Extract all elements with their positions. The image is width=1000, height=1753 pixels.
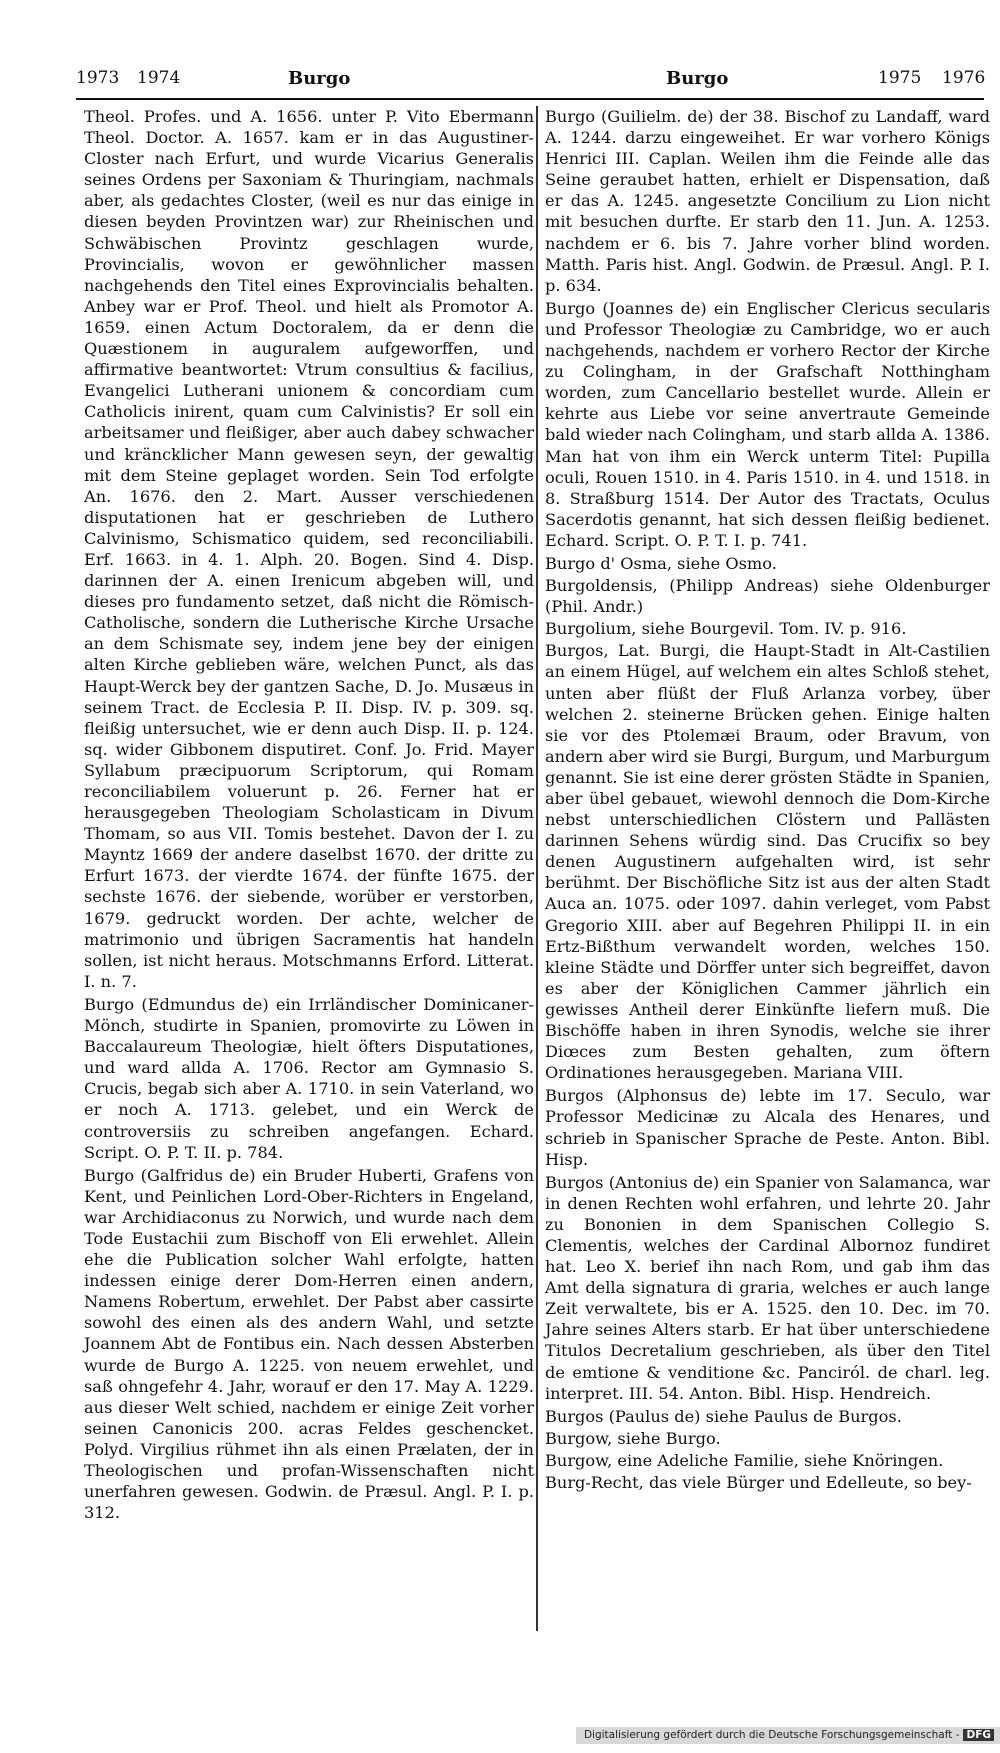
entry-text: Burgolium, siehe Bourgevil. Tom. IV. p. 916. — [545, 619, 907, 639]
entry-text: Burgow, siehe Burgo. — [545, 1428, 721, 1448]
entry-text: Burgo (Joannes de) ein Englischer Clericus secularis und Professor Theologiæ zu Cambridge, wo er auch nachgehends, nachdem er vorhero Rector der Kirche zu Colingham, in der Grafschaft Notthingham worden, zum Cancellario bestellet wurde. Allein er kehrte aus Liebe vor seine anvertraute Gemeinde bald wieder nach Colingham, und starb allda A. 1386. Man hat von ihm ein Werck unterm Titel: Pupilla oculi, Rouen 1510. in 4. Paris 1510. in 4. und 1518. in 8. Straßburg 1514. Der Autor des Tractats, Oculus Sacerdotis genannt, hat sich dessen fleißig bedienet. Echard. Script. O. P. T. I. p. 741. — [545, 298, 990, 550]
entry-text: Burg-Recht, das viele Bürger und Edelleute, so bey- — [545, 1473, 972, 1492]
digitization-credit — [576, 1727, 1000, 1744]
entry-text: Theol. Profes. und A. 1656. unter P. Vito Ebermann Theol. Doctor. A. 1657. kam er in das Augustiner-Closter nach Erfurt, und wurde Vicarius Generalis seines Ordens per Saxoniam & Thuringiam, nachmals aber, als gedachtes Closter, (weil es nur das einige in diesen beyden Provintzen war) zur Rheinischen und Schwäbischen Provintz geschlagen wurde, Provincialis, wovon er gewöhnlicher massen nachgehends den Titel eines Exprovincialis behalten. Anbey war er Prof. Theol. und hielt als Promotor A. 1659. einen Actum Doctoralem, da er denn die Quæstionem in auguralem aufgeworffen, und affirmative beantwortet: Vtrum consultius & facilius, Evangelici Lutherani unionem & concordiam cum Catholicis inirent, quam cum Calvinistis? Er soll ein arbeitsamer und fleißiger, aber auch dabey schwacher und kräncklicher Mann gewesen seyn, der gewaltig mit dem Steine geplaget worden. Sein Tod erfolgte An. 1676. den 2. Mart. Ausser verschiedenen disputationen hat er geschrieben de Luthero Calvinismo, Schismatico quidem, sed reconciliabili. Erf. 1663. in 4. 1. Alph. 20. Bogen. Sind 4. Disp. darinnen der A. einen Irenicum abgeben will, und dieses pro fundamento setzet, daß nicht die Römisch-Catholische, sondern die Lutherische Kirche Ursache an dem Schismate sey, indem jene bey der einigen alten Kirche geblieben wäre, welchen Punct, als das Haupt-Werck bey der gantzen Sache, D. Jo. Musæus in seinem Tract. de Ecclesia P. II. Disp. IV. p. 309. sq. fleißig untersuchet, wie er denn auch Disp. II. p. 124. sq. wider Gibbonem disputiret. Conf. Jo. Frid. Mayer Syllabum præcipuorum Scriptorum, qui Romam reconciliabilem voluerunt p. 26. Ferner hat er herausgegeben Theologiam Scholasticam in Divum Thomam, so aus VII. Tomis bestehet. Davon der I. zu Mayntz 1669 der andere daselbst 1670. der dritte zu Erfurt 1673. der vierdte 1674. der fünfte 1675. der sechste 1676. der siebende, worüber er verstorben, 1679. gedruckt worden. Der achte, welcher de matrimonio und übrigen Sacramentis hat handeln sollen, ist nicht heraus. Motschmanns Erford. Litterat. I. n. 7. — [84, 107, 534, 991]
dfg-logo: DFG — [963, 1729, 994, 1741]
right-column — [545, 106, 990, 1494]
column-divider — [536, 106, 538, 1631]
entry-text: Burgo (Edmundus de) ein Irrländischer Dominicaner-Mönch, studirte in Spanien, promovirte zu Löwen in Baccalaureum Theologiæ, hielt öfters Disputationes, und ward allda A. 1706. Rector am Gymnasio S. Crucis, begab sich aber A. 1710. in sein Vaterland, wo er noch A. 1713. gelebet, und ein Werck de controversiis zu schreiben angefangen. Echard. Script. O. P. T. II. p. 784. — [84, 994, 534, 1162]
entry-text: Burgoldensis, (Philipp Andreas) siehe Oldenburger (Phil. Andr.) — [545, 576, 990, 617]
header-rule — [76, 98, 984, 100]
column-number-1976: 1976 — [942, 68, 986, 88]
entry-text: Burgo (Galfridus de) ein Bruder Huberti, Grafens von Kent, und Peinlichen Lord-Ober-Richters in Engeland, war Archidiaconus zu Norwich, und wurde nach dem Tode Eustachii zum Bischoff von Eli erwehlet. Allein ehe die Publication solcher Wahl erfolgte, hatten indessen einige derer Dom-Herren einen andern, Namens Robertum, erwehlet. Der Pabst aber cassirte sowohl des einen als des andern Wahl, und setzte Joannem Abt de Fontibus ein. Nach dessen Absterben wurde de Burgo A. 1225. von neuem erwehlet, und saß ohngefehr 4. Jahr, worauf er den 17. May A. 1229. aus dieser Welt schied, nachdem er einige Zeit vorher seinen Canonicis 200. acras Feldes geschencket. Polyd. Virgilius rühmet ihn als einen Prælaten, der in Theologischen und profan-Wissenschaften nicht unerfahren gewesen. Godwin. de Præsul. Angl. P. I. p. 312. — [84, 1165, 534, 1523]
running-title-left: Burgo — [288, 68, 351, 89]
entry-text: Burgo d' Osma, siehe Osmo. — [545, 553, 777, 573]
entry-text: Burgow, eine Adeliche Familie, siehe Knöringen. — [545, 1450, 944, 1470]
entry-text: Burgo (Guilielm. de) der 38. Bischof zu Landaff, ward A. 1244. darzu eingeweihet. Er war vorhero Königs Henrici III. Caplan. Weilen ihm die Feinde alle das Seine geraubet hatten, erhielt er Dispensation, daß er das A. 1245. angesetzte Concilium zu Lion nicht mit besuchen durfte. Er starb den 11. Jun. A. 1253. nachdem er 6. bis 7. Jahre vorher blind worden. Matth. Paris hist. Angl. Godwin. de Præsul. Angl. P. I. p. 634. — [545, 107, 990, 295]
entry-text: Burgos (Paulus de) siehe Paulus de Burgos. — [545, 1406, 902, 1426]
running-title-right: Burgo — [666, 68, 729, 89]
column-number-1973: 1973 — [76, 68, 120, 88]
column-number-1975: 1975 — [878, 68, 922, 88]
entry-text: Burgos (Alphonsus de) lebte im 17. Seculo, war Professor Medicinæ zu Alcala des Henares, und schrieb in Spanischer Sprache de Peste. Anton. Bibl. Hisp. — [545, 1086, 990, 1169]
entry-text: Burgos (Antonius de) ein Spanier von Salamanca, war in denen Rechten wohl erfahren, und lehrte 20. Jahr zu Bononien in dem Spanischen Collegio S. Clementis, welches der Cardinal Albornoz fundiret hat. Leo X. berief ihn nach Rom, und gab ihm das Amt della signatura di graria, welches er auch lange Zeit verwaltete, bis er A. 1525. den 10. Dec. im 70. Jahre seines Alters starb. Er hat über unterschiedene Titulos Decretalium geschrieben, als über den Titel de emtione & venditione &c. Panciról. de charl. leg. interpret. III. 54. Anton. Bibl. Hisp. Hendreich. — [545, 1172, 990, 1403]
page-header — [76, 68, 984, 98]
entry-text: Burgos, Lat. Burgi, die Haupt-Stadt in Alt-Castilien an einem Hügel, auf welchem ein altes Schloß stehet, unten aber flüßt der Fluß Arlanza vorbey, über welchen 2. steinerne Brücken gehen. Einige halten sie vor des Ptolemæi Braum, oder Bravum, von andern aber wird sie Burgi, Burgum, und Marburgum genannt. Sie ist eine derer grösten Städte in Spanien, aber übel gebauet, wiewohl dennoch die Dom-Kirche nebst unterschiedlichen Clöstern und Pallästen darinnen Sehens würdig sind. Das Crucifix so bey denen Augustinern aufgehalten wird, ist sehr berühmt. Der Bischöfliche Sitz ist aus der alten Stadt Auca an. 1075. oder 1097. dahin verleget, vom Pabst Gregorio XIII. aber auf Begehren Philippi II. in ein Ertz-Bißthum verwandelt worden, welches 150. kleine Städte und Dörffer unter sich begreiffet, davon es aber der Königlichen Cammer jährlich ein gewisses Antheil derer Einkünfte liefern muß. Die Bischöffe haben in ihren Synodis, welche sie ihrer Diœces zum Besten gehalten, zum öftern Ordinationes herausgegeben. Mariana VIII. — [545, 641, 990, 1083]
credit-text: Digitalisierung gefördert durch die Deutsche Forschungsgemeinschaft - — [583, 1729, 960, 1741]
left-column — [84, 106, 534, 1525]
column-number-1974: 1974 — [137, 68, 181, 88]
